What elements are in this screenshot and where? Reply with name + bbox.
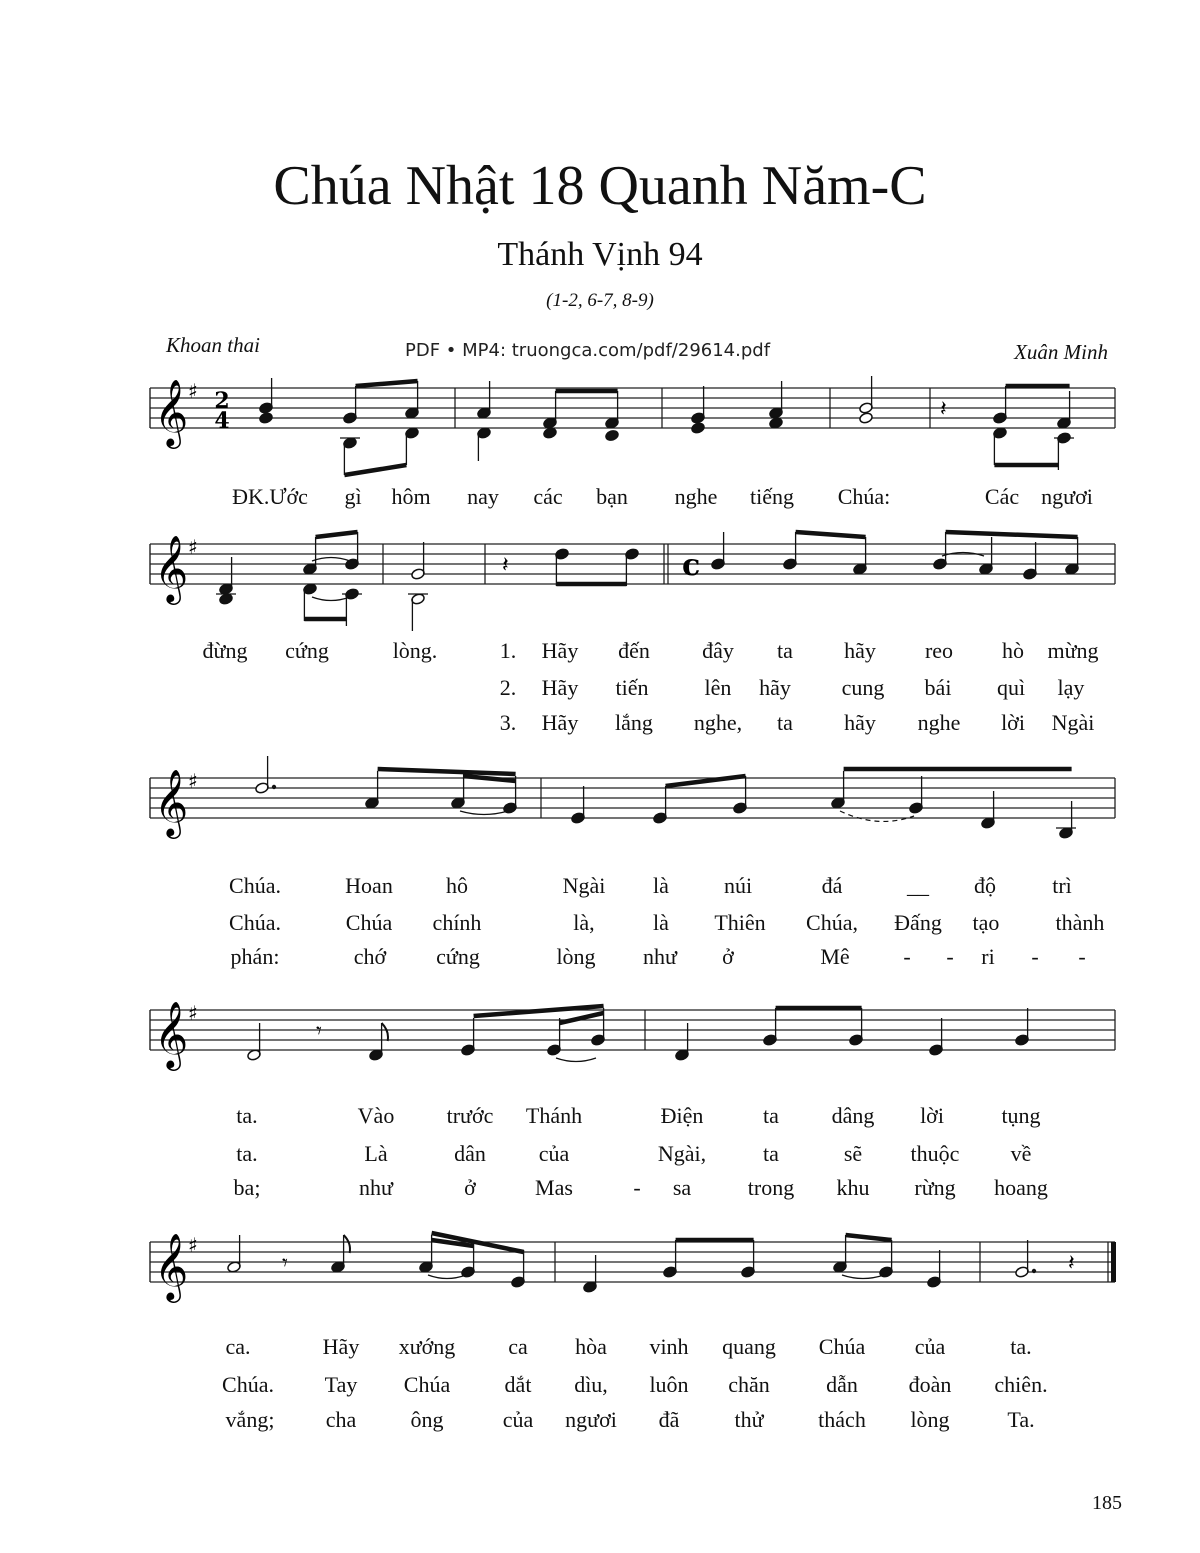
lyric-syllable: các (533, 484, 563, 509)
lyric-syllable: xướng (398, 1334, 456, 1359)
lyric-syllable: quì (996, 675, 1026, 700)
lyric-syllable: cứng (285, 638, 329, 663)
lyric-syllable: thành (1055, 910, 1105, 935)
lyric-syllable: Ngài (1051, 710, 1095, 735)
lyric-syllable: Tay (324, 1372, 358, 1397)
beam (344, 465, 406, 475)
lyric-syllable: hô (446, 873, 468, 898)
lyric-syllable: hãy (844, 710, 876, 735)
lyric-syllable: cha (325, 1407, 357, 1432)
lyric-syllable: đây (702, 638, 734, 663)
tie-arc (460, 811, 508, 815)
lyric-syllable: ngươi (565, 1407, 617, 1432)
lyric-syllable: trì (1052, 873, 1072, 898)
common-time-icon: c (682, 548, 701, 583)
lyric-syllable: lòng (910, 1407, 950, 1432)
lyric-syllable: của (538, 1141, 570, 1166)
note-head (769, 417, 784, 430)
beam (474, 1006, 604, 1016)
treble-clef-icon: 𝄞 (154, 1232, 189, 1300)
lyric-syllable: ông (410, 1407, 444, 1432)
sharp-icon: ♯ (188, 1001, 198, 1025)
lyric-syllable: - (1031, 944, 1039, 969)
lyric-syllable: Ngài, (657, 1141, 707, 1166)
lyric-syllable: dân (454, 1141, 486, 1166)
lyric-syllable: Chúa (403, 1372, 451, 1397)
eighth-rest-icon: 𝄾 (282, 1251, 288, 1276)
beam (316, 532, 358, 537)
lyric-syllable: ca. (225, 1334, 251, 1359)
lyric-syllable: tiếng (750, 484, 794, 509)
lyric-syllable: Mê (820, 944, 850, 969)
beam (356, 381, 418, 386)
lyric-syllable: là (653, 873, 669, 898)
lyric-syllable: tụng (1001, 1103, 1041, 1128)
lyric-syllable: cung (841, 675, 885, 700)
verse-reference: (1-2, 6-7, 8-9) (546, 290, 654, 311)
lyric-syllable: dắt (504, 1372, 532, 1397)
lyric-syllable: Thánh (525, 1103, 583, 1128)
lyric-syllable: Chúa (818, 1334, 866, 1359)
augmentation-dot (272, 785, 276, 789)
augmentation-dot (1032, 1269, 1036, 1273)
lyric-syllable: Chúa. (229, 873, 281, 898)
note-head (259, 412, 274, 425)
lyric-syllable: là, (573, 910, 595, 935)
note-head (543, 427, 558, 440)
lyric-syllable: là (653, 910, 669, 935)
tie-arc (842, 1275, 884, 1279)
note-head (605, 429, 620, 442)
lyric-syllable: chiên. (994, 1372, 1048, 1397)
lyric-syllable: của (914, 1334, 946, 1359)
note-head (691, 422, 706, 435)
lyric-syllable: độ (974, 873, 996, 898)
quarter-rest-icon: 𝄽 (1068, 1251, 1075, 1276)
tie-arc (312, 558, 350, 562)
lyric-syllable: 3. (499, 710, 517, 735)
lyric-syllable: hãy (759, 675, 791, 700)
lyric-syllable: bái (924, 675, 952, 700)
treble-clef-icon: 𝄞 (154, 768, 189, 836)
lyric-syllable: Chúa, (806, 910, 858, 935)
treble-clef-icon: 𝄞 (154, 378, 189, 446)
lyric-syllable: Điện (660, 1103, 704, 1128)
lyric-syllable: Chúa (345, 910, 393, 935)
lyric-syllable: ĐK.Ước (232, 484, 308, 509)
slur-dashed (840, 811, 914, 821)
lyric-syllable: reo (924, 638, 954, 663)
lyric-syllable: Hãy (541, 675, 579, 700)
treble-clef-icon: 𝄞 (154, 534, 189, 602)
lyric-syllable: ri (981, 944, 995, 969)
lyric-syllable: Chúa: (837, 484, 891, 509)
lyric-syllable: - (946, 944, 954, 969)
lyric-syllable: lên (704, 675, 732, 700)
lyric-syllable: luôn (649, 1372, 689, 1397)
lyric-syllable: bạn (596, 484, 628, 509)
beam (378, 769, 516, 774)
lyric-syllable: ca (508, 1334, 528, 1359)
lyric-syllable: nay (467, 484, 499, 509)
treble-clef-icon: 𝄞 (154, 1000, 189, 1068)
lyric-syllable: thách (818, 1407, 866, 1432)
lyric-syllable: ta. (1010, 1334, 1032, 1359)
lyric-syllable: lòng (556, 944, 596, 969)
lyric-syllable: - (903, 944, 911, 969)
lyric-syllable: nghe (917, 710, 961, 735)
tie-arc (312, 597, 350, 601)
note-head (219, 593, 234, 606)
lyric-syllable: Các (984, 484, 1020, 509)
lyric-syllable: tạo (972, 910, 1000, 935)
lyric-syllable: Hoan (345, 873, 393, 898)
lyric-syllable: trước (446, 1103, 494, 1128)
lyric-syllable: Hãy (541, 638, 579, 663)
lyric-syllable: như (643, 944, 677, 969)
lyric-syllable: tiến (615, 675, 649, 700)
lyric-syllable: ta (777, 638, 793, 663)
lyric-syllable: Mas (535, 1175, 573, 1200)
lyric-syllable: sa (672, 1175, 692, 1200)
lyric-syllable: ta. (236, 1141, 258, 1166)
lyric-syllable: chăn (728, 1372, 770, 1397)
lyric-syllable: 1. (499, 638, 517, 663)
sharp-icon: ♯ (188, 769, 198, 793)
note-flag (382, 1023, 388, 1041)
composer-name: Xuân Minh (1014, 340, 1108, 364)
lyric-syllable: cứng (436, 944, 480, 969)
lyric-syllable: phán: (230, 944, 280, 969)
lyric-syllable: đoàn (908, 1372, 952, 1397)
lyric-syllable: hò (1002, 638, 1024, 663)
lyric-syllable: ngươi (1041, 484, 1093, 509)
note-head (859, 412, 874, 425)
lyric-syllable: thử (734, 1407, 764, 1432)
lyric-syllable: dìu, (574, 1372, 608, 1397)
lyric-syllable: Chúa. (229, 910, 281, 935)
source-link[interactable]: PDF • MP4: truongca.com/pdf/29614.pdf (405, 340, 771, 361)
lyric-syllable: 2. (499, 675, 517, 700)
lyric-syllable: gì (344, 484, 362, 509)
lyric-syllable: lạy (1057, 675, 1085, 700)
lyric-syllable: vắng; (225, 1407, 275, 1432)
lyric-syllable: quang (722, 1334, 776, 1359)
lyric-syllable: ở (722, 944, 734, 969)
beam (560, 1013, 604, 1023)
lyric-syllable: Chúa. (222, 1372, 274, 1397)
tie-arc (428, 1275, 466, 1279)
lyric-syllable: lòng. (392, 638, 438, 663)
lyric-syllable: khu (836, 1175, 870, 1200)
lyric-syllable: chớ (353, 944, 387, 969)
beam (796, 532, 866, 537)
lyric-syllable: hoang (994, 1175, 1048, 1200)
lyric-syllable: đừng (202, 638, 248, 663)
lyric-syllable: - (1078, 944, 1086, 969)
tie-arc (556, 1058, 596, 1062)
sharp-icon: ♯ (188, 535, 198, 559)
lyric-syllable: ta (763, 1141, 779, 1166)
lyric-syllable: như (359, 1175, 393, 1200)
lyric-syllable: lắng (615, 710, 653, 735)
lyric-syllable: Ta. (1007, 1407, 1035, 1432)
tempo-marking: Khoan thai (166, 333, 260, 357)
quarter-rest-icon: 𝄽 (940, 397, 947, 422)
time-signature-bottom: 4 (214, 408, 230, 434)
lyric-syllable: nghe, (693, 710, 743, 735)
lyric-syllable: lời (920, 1103, 944, 1128)
lyric-syllable: Ngài (562, 873, 606, 898)
lyric-syllable: ta (763, 1103, 779, 1128)
lyric-syllable: núi (723, 873, 753, 898)
song-subtitle: Thánh Vịnh 94 (497, 236, 703, 273)
lyric-syllable: ở (464, 1175, 476, 1200)
lyric-syllable: vinh (649, 1334, 689, 1359)
lyric-syllable: - (633, 1175, 641, 1200)
lyric-syllable: ta (777, 710, 793, 735)
lyric-syllable: hôm (391, 484, 431, 509)
final-barline (1111, 1242, 1116, 1282)
lyric-syllable: về (1010, 1141, 1032, 1166)
lyric-syllable: mừng (1047, 638, 1099, 663)
lyric-syllable: của (502, 1407, 534, 1432)
lyric-syllable: nghe (674, 484, 718, 509)
lyric-syllable: Thiên (714, 910, 766, 935)
lyric-syllable: đá (821, 873, 843, 898)
lyric-syllable: Hãy (322, 1334, 360, 1359)
lyric-syllable: chính (432, 910, 482, 935)
lyric-syllable: __ (907, 873, 929, 898)
page-number: 185 (1092, 1492, 1122, 1514)
lyric-syllable: rừng (914, 1175, 956, 1200)
lyric-syllable: đến (618, 638, 650, 663)
lyric-syllable: lời (1001, 710, 1025, 735)
lyric-syllable: dâng (831, 1103, 875, 1128)
eighth-rest-icon: 𝄾 (316, 1019, 322, 1044)
lyric-syllable: trong (747, 1175, 795, 1200)
lyric-syllable: sẽ (843, 1141, 863, 1166)
beam (464, 776, 516, 781)
sharp-icon: ♯ (188, 1233, 198, 1257)
lyric-syllable: Là (364, 1141, 388, 1166)
quarter-rest-icon: 𝄽 (502, 553, 509, 578)
lyric-syllable: hãy (844, 638, 876, 663)
lyric-syllable: Đấng (894, 910, 942, 935)
beam (846, 1235, 892, 1240)
lyric-syllable: ba; (233, 1175, 261, 1200)
lyric-syllable: dẫn (826, 1372, 858, 1397)
sharp-icon: ♯ (188, 379, 198, 403)
lyric-syllable: Vào (357, 1103, 395, 1128)
time-signature-top: 2 (214, 388, 230, 414)
note-flag (344, 1235, 350, 1253)
lyric-syllable: thuộc (910, 1141, 960, 1166)
song-title: Chúa Nhật 18 Quanh Năm-C (273, 155, 927, 217)
beam (946, 532, 1078, 537)
lyric-syllable: đã (658, 1407, 680, 1432)
lyric-syllable: ta. (236, 1103, 258, 1128)
lyric-syllable: hòa (575, 1334, 607, 1359)
lyric-syllable: Hãy (541, 710, 579, 735)
